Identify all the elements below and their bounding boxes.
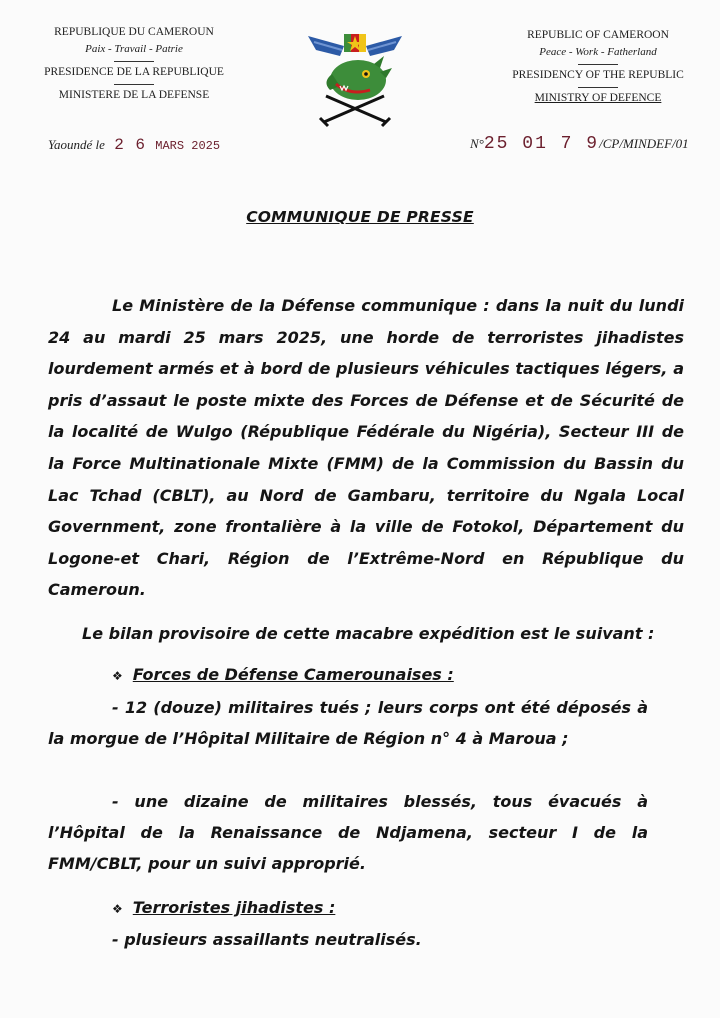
date-stamp-month: MARS 2025 [155, 139, 221, 153]
ministry-fr: MINISTERE DE LA DEFENSE [58, 89, 210, 101]
letterhead-right [500, 27, 696, 107]
letterhead-divider [578, 87, 618, 88]
section2-heading: Terroristes jihadistes : [132, 898, 336, 917]
letterhead-left [36, 24, 232, 104]
bilan-intro: Le bilan provisoire de cette macabre expédition est le suivant : [82, 624, 655, 643]
section-heading-forces [112, 665, 454, 684]
reference-stamp: 25 01 7 9 [483, 134, 600, 154]
country-name-fr: REPUBLIQUE DU CAMEROUN [54, 26, 214, 38]
reference-suffix: /CP/MINDEF/01 [599, 136, 689, 151]
reference-number [470, 134, 689, 154]
intro-paragraph: Le Ministère de la Défense communique : dans la nuit du lundi 24 au mardi 25 mars 2025, une horde de terroristes jihadistes lourdement armés et à bord de plusieurs véhicules tactiques légers, a pris d’assaut le poste mixte des Forces de Défense et de Sécurité de la localité de Wulgo (République Fédérale du Nigéria), Secteur III de la Force Multinationale Mixte (FMM) de la Commission du Bassin du Lac Tchad (CBLT), au Nord de Gambaru, territoire du Ngala Local Government, zone frontalière à la ville de Fotokol, Département du Logone-et Chari, Région de l’Extrême-Nord en République du Cameroun. [48, 296, 684, 600]
letterhead-divider [114, 84, 154, 85]
bullet-diamond-icon: ❖ [112, 669, 123, 683]
date-stamp-day: 2 6 [114, 136, 147, 154]
list-item-casualties: - 12 (douze) militaires tués ; leurs corps ont été déposés à la morgue de l’Hôpital Militaire de Région n° 4 à Maroua ; [48, 698, 648, 748]
country-name-en: REPUBLIC OF CAMEROON [527, 29, 669, 41]
section1-heading: Forces de Défense Camerounaises : [132, 665, 454, 684]
ministry-en: MINISTRY OF DEFENCE [534, 92, 662, 104]
motto-fr: Paix - Travail - Patrie [85, 43, 183, 55]
place-and-date [48, 136, 220, 154]
document-title: COMMUNIQUE DE PRESSE [246, 208, 474, 226]
motto-en: Peace - Work - Fatherland [539, 46, 657, 58]
reference-prefix: N° [470, 136, 484, 151]
bullet-diamond-icon: ❖ [112, 902, 123, 916]
letterhead-divider [114, 61, 154, 62]
presidency-fr: PRESIDENCE DE LA REPUBLIQUE [44, 66, 224, 78]
defence-emblem-icon [300, 26, 410, 128]
section-heading-terrorists [112, 898, 335, 917]
letterhead-divider [578, 64, 618, 65]
presidency-en: PRESIDENCY OF THE REPUBLIC [512, 69, 684, 81]
list-item-wounded: - une dizaine de militaires blessés, tous évacués à l’Hôpital de la Renaissance de Ndjamena, secteur I de la FMM/CBLT, pour un suivi approprié. [48, 792, 648, 873]
place-label: Yaoundé le [48, 137, 105, 152]
list-item-neutralized: - plusieurs assaillants neutralisés. [112, 930, 422, 949]
